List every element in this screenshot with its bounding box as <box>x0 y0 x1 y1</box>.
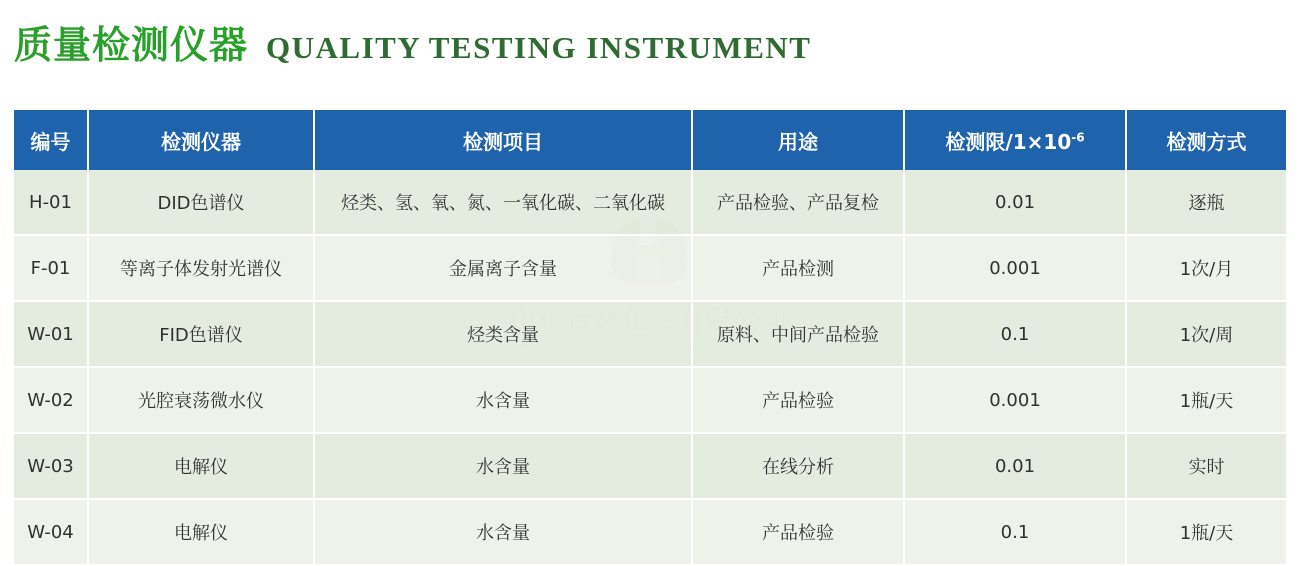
cell-method: 逐瓶 <box>1126 170 1286 235</box>
cell-method: 1瓶/天 <box>1126 499 1286 565</box>
cell-method: 实时 <box>1126 433 1286 499</box>
cell-items: 烃类、氢、氧、氮、一氧化碳、二氧化碳 <box>314 170 692 235</box>
cell-usage: 产品检验、产品复检 <box>692 170 904 235</box>
cell-instrument: 电解仪 <box>88 499 314 565</box>
instrument-table-container <box>14 110 1286 566</box>
cell-usage: 产品检验 <box>692 367 904 433</box>
cell-method: 1次/周 <box>1126 301 1286 367</box>
cell-instrument: 光腔衰荡微水仪 <box>88 367 314 433</box>
cell-id: W-03 <box>14 433 88 499</box>
cell-items: 烃类含量 <box>314 301 692 367</box>
table-row <box>14 235 1286 301</box>
table-header-row <box>14 110 1286 170</box>
cell-limit: 0.1 <box>904 301 1126 367</box>
cell-instrument: 电解仪 <box>88 433 314 499</box>
cell-usage: 产品检验 <box>692 499 904 565</box>
cell-items: 水含量 <box>314 367 692 433</box>
instrument-table <box>14 110 1286 566</box>
column-header-id: 编号 <box>14 110 88 170</box>
column-header-items: 检测项目 <box>314 110 692 170</box>
table-row <box>14 499 1286 565</box>
cell-items: 金属离子含量 <box>314 235 692 301</box>
cell-usage: 产品检测 <box>692 235 904 301</box>
cell-id: W-02 <box>14 367 88 433</box>
cell-instrument: DID色谱仪 <box>88 170 314 235</box>
cell-instrument: 等离子体发射光谱仪 <box>88 235 314 301</box>
cell-limit: 0.01 <box>904 433 1126 499</box>
cell-id: W-04 <box>14 499 88 565</box>
table-row <box>14 170 1286 235</box>
cell-instrument: FID色谱仪 <box>88 301 314 367</box>
table-row <box>14 301 1286 367</box>
page-title-cn: 质量检测仪器 <box>14 23 249 67</box>
cell-limit: 0.01 <box>904 170 1126 235</box>
table-row <box>14 433 1286 499</box>
cell-limit: 0.1 <box>904 499 1126 565</box>
cell-usage: 在线分析 <box>692 433 904 499</box>
cell-limit: 0.001 <box>904 235 1126 301</box>
page-header <box>14 14 811 69</box>
cell-items: 水含量 <box>314 499 692 565</box>
column-header-usage: 用途 <box>692 110 904 170</box>
page-title-en: QUALITY TESTING INSTRUMENT <box>266 30 812 65</box>
table-row <box>14 367 1286 433</box>
column-header-limit <box>904 110 1126 170</box>
column-header-limit-text: 检测限/1×10 <box>945 129 1072 154</box>
column-header-instrument: 检测仪器 <box>88 110 314 170</box>
column-header-method: 检测方式 <box>1126 110 1286 170</box>
cell-id: W-01 <box>14 301 88 367</box>
cell-limit: 0.001 <box>904 367 1126 433</box>
cell-usage: 原料、中间产品检验 <box>692 301 904 367</box>
column-header-limit-exponent: -6 <box>1071 129 1085 144</box>
cell-items: 水含量 <box>314 433 692 499</box>
cell-id: F-01 <box>14 235 88 301</box>
cell-method: 1次/月 <box>1126 235 1286 301</box>
cell-id: H-01 <box>14 170 88 235</box>
cell-method: 1瓶/天 <box>1126 367 1286 433</box>
